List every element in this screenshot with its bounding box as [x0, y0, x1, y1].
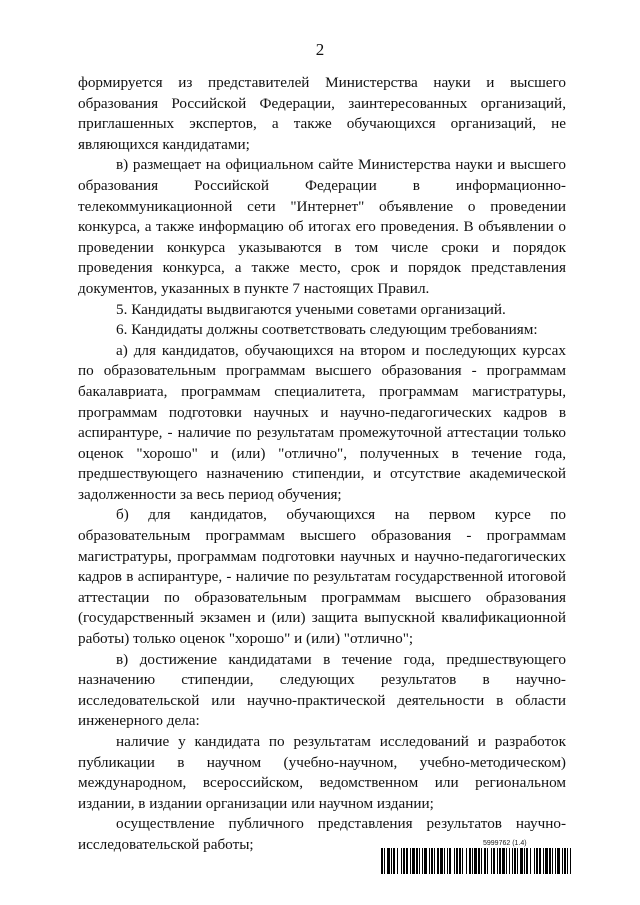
paragraph-public-presentation: осуществление публичного представления результатов научно-исследовательской работы;: [78, 815, 566, 853]
barcode-bar: [472, 848, 473, 874]
barcode-bar: [549, 848, 551, 874]
barcode-bar: [520, 848, 523, 874]
paragraph-publication: наличие у кандидата по результатам исследований и разработок публикации в научном (учебно-научном, учебно-методическом) международном, всероссийском, ведомственном или региональном издании, в издании организации или научном издании;: [78, 733, 566, 812]
barcode-bar: [539, 848, 541, 874]
barcode-bar: [567, 848, 568, 874]
barcode-bar: [557, 848, 560, 874]
barcode-bar: [424, 848, 427, 874]
barcode-bar: [406, 848, 408, 874]
barcode-bar: [459, 848, 461, 874]
paragraph-clause-6: 6. Кандидаты должны соответствовать следующим требованиям:: [116, 321, 538, 339]
paragraph-item-b: б) для кандидатов, обучающихся на первом курсе по образовательным программам высшего образования - программам магистратуры, программам подготовки научных и научно-педагогических кадров в аспирантуре, - наличие по результатам государственной итоговой аттестации по образовательным программам высшего образования (государственный экзамен и (или) защита выпускной квалификационной работы) только оценок "хорошо" и (или) "отлично";: [78, 506, 566, 648]
barcode: [381, 848, 571, 874]
barcode-graphic: [381, 848, 571, 874]
barcode-bar: [397, 848, 398, 874]
paragraph-item-a: а) для кандидатов, обучающихся на втором и последующих курсах по образовательным программам высшего образования - программам бакалавриата, программам специалитета, программам магистратуры, программам подготовки научных и научно-педагогических кадров в аспирантуре, - наличие по результатам промежуточной аттестации только оценок "хорошо" и (или) "отлично", полученных в течение года, предшествующего назначению стипендии, и отсутствие академической задолженности за весь период обучения;: [78, 341, 566, 503]
paragraph-clause-5: 5. Кандидаты выдвигаются учеными советами организаций.: [116, 300, 506, 318]
barcode-bar: [543, 848, 544, 874]
barcode-bar: [493, 848, 495, 874]
barcode-bar: [447, 848, 448, 874]
barcode-bar: [478, 848, 480, 874]
barcode-bar: [419, 848, 420, 874]
barcode-bar: [536, 848, 538, 874]
barcode-bar: [469, 848, 471, 874]
barcode-bar: [449, 848, 451, 874]
barcode-bar: [444, 848, 445, 874]
barcode-bar: [562, 848, 563, 874]
barcode-bar: [456, 848, 458, 874]
barcode-bar: [381, 848, 383, 874]
paragraph-item-v-achievements: в) достижение кандидатами в течение года, предшествующего назначению стипендии, следующих результатов в научно-исследовательской или научно-практической деятельности в области инженерного дела:: [78, 650, 566, 730]
barcode-bar: [484, 848, 486, 874]
barcode-bar: [434, 848, 435, 874]
document-body: [78, 73, 566, 856]
barcode-bar: [534, 848, 535, 874]
barcode-bar: [466, 848, 467, 874]
barcode-bar: [552, 848, 553, 874]
barcode-bar: [422, 848, 423, 874]
barcode-bar: [497, 848, 498, 874]
barcode-bar: [487, 848, 488, 874]
barcode-bar: [416, 848, 418, 874]
barcode-bar: [499, 848, 501, 874]
barcode-bar: [509, 848, 510, 874]
barcode-bar: [401, 848, 402, 874]
barcode-bar: [555, 848, 556, 874]
barcode-bar: [393, 848, 395, 874]
barcode-bar: [454, 848, 455, 874]
barcode-bar: [462, 848, 463, 874]
barcode-bar: [506, 848, 507, 874]
barcode-bar: [387, 848, 390, 874]
paragraph-continuation: формируется из представителей Министерства науки и высшего образования Российской Федерации, заинтересованных организаций, приглашенных экспертов, а также обучающихся организаций, не являющихся кандидатами;: [78, 74, 566, 153]
barcode-bar: [440, 848, 443, 874]
barcode-bar: [524, 848, 525, 874]
barcode-bar: [429, 848, 430, 874]
barcode-bar: [564, 848, 566, 874]
barcode-bar: [491, 848, 492, 874]
barcode-bar: [437, 848, 439, 874]
barcode-bar: [481, 848, 482, 874]
paragraph-item-v-announcement: в) размещает на официальном сайте Министерства науки и высшего образования Российской Федерации в информационно-телекоммуникационной сети "Интернет" объявление о проведении конкурса, а также информацию об итогах его проведения. В объявлении о проведении конкурса указываются в том числе сроки и порядок проведения конкурса, а также место, срок и порядок представления документов, указанных в пункте 7 настоящих Правил.: [78, 156, 566, 297]
document-code: 5999762 (1.4): [483, 840, 527, 847]
barcode-bar: [403, 848, 405, 874]
barcode-bar: [384, 848, 385, 874]
page-number: 2: [315, 40, 325, 59]
barcode-bar: [412, 848, 415, 874]
barcode-bar: [570, 848, 571, 874]
barcode-bar: [474, 848, 477, 874]
barcode-bar: [545, 848, 548, 874]
barcode-bar: [410, 848, 411, 874]
barcode-bar: [512, 848, 513, 874]
barcode-bar: [502, 848, 505, 874]
barcode-bar: [514, 848, 516, 874]
barcode-bar: [431, 848, 433, 874]
barcode-bar: [391, 848, 392, 874]
barcode-bar: [526, 848, 528, 874]
barcode-bar: [517, 848, 518, 874]
barcode-bar: [530, 848, 531, 874]
